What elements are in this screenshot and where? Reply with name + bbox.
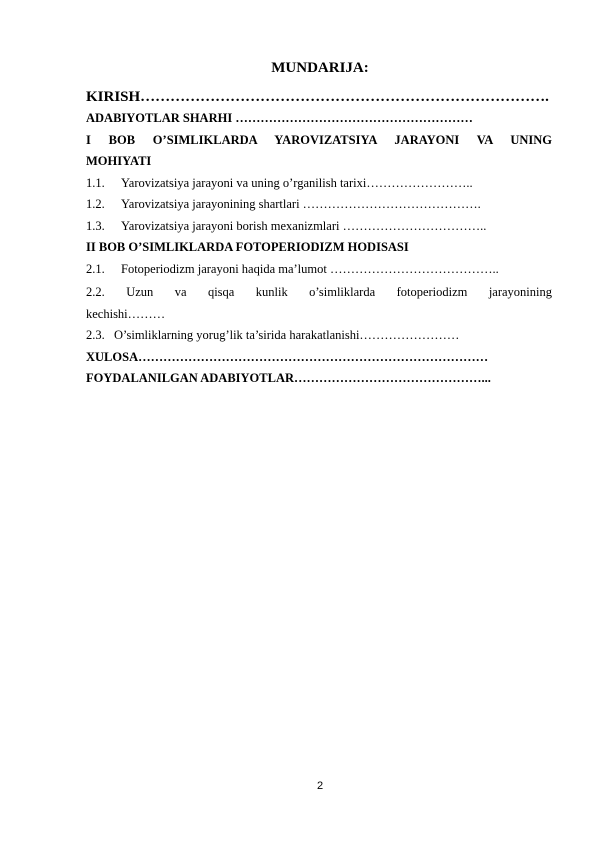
toc-section-1-2 <box>86 194 552 216</box>
toc-section-2-1 <box>86 259 552 281</box>
section-title: Fotoperiodizm jarayoni haqida ma’lumot ………………………………….. <box>121 261 499 276</box>
section-title: Yarovizatsiya jarayonining shartlari ……………………………………. <box>121 197 481 211</box>
section-number: 1.3. <box>86 218 105 233</box>
toc-kirish: KIRISH………………………………………………………………………. <box>86 89 549 105</box>
toc-foydalanilgan-adabiyotlar: FOYDALANILGAN ADABIYOTLAR………………………………………... <box>86 371 491 385</box>
toc-section-2-2-line-2: kechishi……… <box>86 306 166 321</box>
section-number: 1.1. <box>86 175 105 190</box>
toc-adabiyotlar-sharhi: ADABIYOTLAR SHARHI ………………………………………………… <box>86 111 473 125</box>
toc-xulosa: XULOSA………………………………………………………………………… <box>86 349 489 364</box>
toc-chapter-2: II BOB O’SIMLIKLARDA FOTOPERIODIZM HODISASI <box>86 240 409 254</box>
section-number: 2.3. <box>86 328 105 342</box>
section-number: 2.1. <box>86 261 105 276</box>
toc-section-2-3 <box>86 325 552 347</box>
section-title: Yarovizatsiya jarayoni va uning o’rganilish tarixi…………………….. <box>121 175 473 190</box>
toc-section-1-3 <box>86 216 552 238</box>
toc-section-1-1 <box>86 173 552 195</box>
toc-chapter-1-line-2: MOHIYATI <box>86 154 152 168</box>
page-title: MUNDARIJA: <box>271 60 369 76</box>
section-title: O’simliklarning yorug’lik ta’sirida harakatlanishi…………………… <box>114 328 460 342</box>
page-number: 2 <box>316 780 324 792</box>
section-title: Yarovizatsiya jarayoni borish mexanizmlari …………………………….. <box>121 218 487 233</box>
toc-section-2-2-line-1: 2.2. Uzun va qisqa kunlik o’simliklarda fotoperiodizm jarayonining <box>86 285 552 299</box>
table-of-contents <box>86 86 552 390</box>
toc-chapter-1-line-1: I BOB O’SIMLIKLARDA YAROVIZATSIYA JARAYONI VA UNING <box>86 132 552 147</box>
section-number: 1.2. <box>86 197 105 211</box>
